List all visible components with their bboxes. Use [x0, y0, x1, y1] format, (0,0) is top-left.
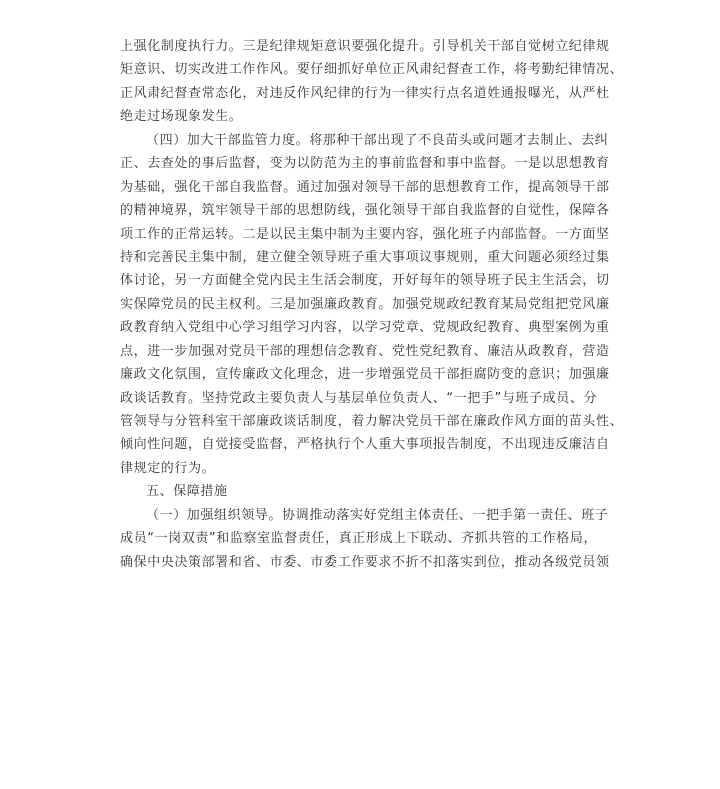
text-line: 矩意识、切实改进工作作风。要仔细抓好单位正风肃纪督查工作，将考勤纪律情况、: [120, 62, 624, 78]
text-line: 点，进一步加强对党员干部的理想信念教育、党性党纪教育、廉洁从政教育，营造: [120, 343, 610, 359]
text-line: 政谈话教育。坚持党政主要负责人与基层单位负责人、“一把手”与班子成员、分: [120, 390, 598, 406]
text-line: 持和完善民主集中制，建立健全领导班子重大事项议事规则，重大问题必须经过集: [120, 249, 610, 265]
text-line: （一）加强组织领导。协调推动落实好党组主体责任、一把手第一责任、班子: [146, 507, 609, 523]
text-line: 绝走过场现象发生。: [120, 109, 243, 125]
text-line: 正、去查处的事后监督，变为以防范为主的事前监督和事中监督。一是以思想教育: [120, 156, 610, 172]
text-line: 项工作的正常运转。二是以民主集中制为主要内容，强化班子内部监督。一方面坚: [120, 226, 610, 242]
body-text: [120, 35, 624, 574]
text-line: 政教育纳入党组中心学习组学习内容，以学习党章、党规政纪教育、典型案例为重: [120, 320, 610, 336]
text-line: 为基础，强化干部自我监督。通过加强对领导干部的思想教育工作，提高领导干部: [120, 179, 610, 195]
text-line: 倾向性问题，自觉接受监督，严格执行个人重大事项报告制度，不出现违反廉洁自: [120, 437, 610, 453]
text-line: 成员“一岗双责”和监察室监督责任，真正形成上下联动、齐抓共管的工作格局，: [120, 531, 598, 547]
text-line: 的精神境界，筑牢领导干部的思想防线，强化领导干部自我监督的自觉性，保障各: [120, 203, 610, 219]
text-line: 管领导与分管科室干部廉政谈话制度，着力解决党员干部在廉政作风方面的苗头性、: [120, 414, 624, 429]
text-line: 正风肃纪督查常态化，对违反作风纪律的行为一律实行点名道姓通报曝光，从严杜: [120, 85, 610, 101]
text-line: 五、保障措施: [146, 484, 228, 500]
text-line: 律规定的行为。: [120, 460, 216, 476]
text-line: （四）加大干部监管力度。将那种干部出现了不良苗头或问题才去制止、去纠: [146, 132, 609, 148]
text-line: 廉政文化氛围，宣传廉政文化理念，进一步增强党员干部拒腐防变的意识；加强廉: [120, 367, 610, 383]
text-line: 实保障党员的民主权利。三是加强廉政教育。加强党规政纪教育某局党组把党风廉: [120, 296, 610, 312]
text-line: 体讨论，另一方面健全党内民主生活会制度，开好每年的领导班子民主生活会，切: [120, 273, 610, 289]
text-line: 确保中央决策部署和省、市委、市委工作要求不折不扣落实到位，推动各级党员领: [120, 554, 610, 570]
text-line: 上强化制度执行力。三是纪律规矩意识要强化提升。引导机关干部自觉树立纪律规: [120, 39, 610, 54]
